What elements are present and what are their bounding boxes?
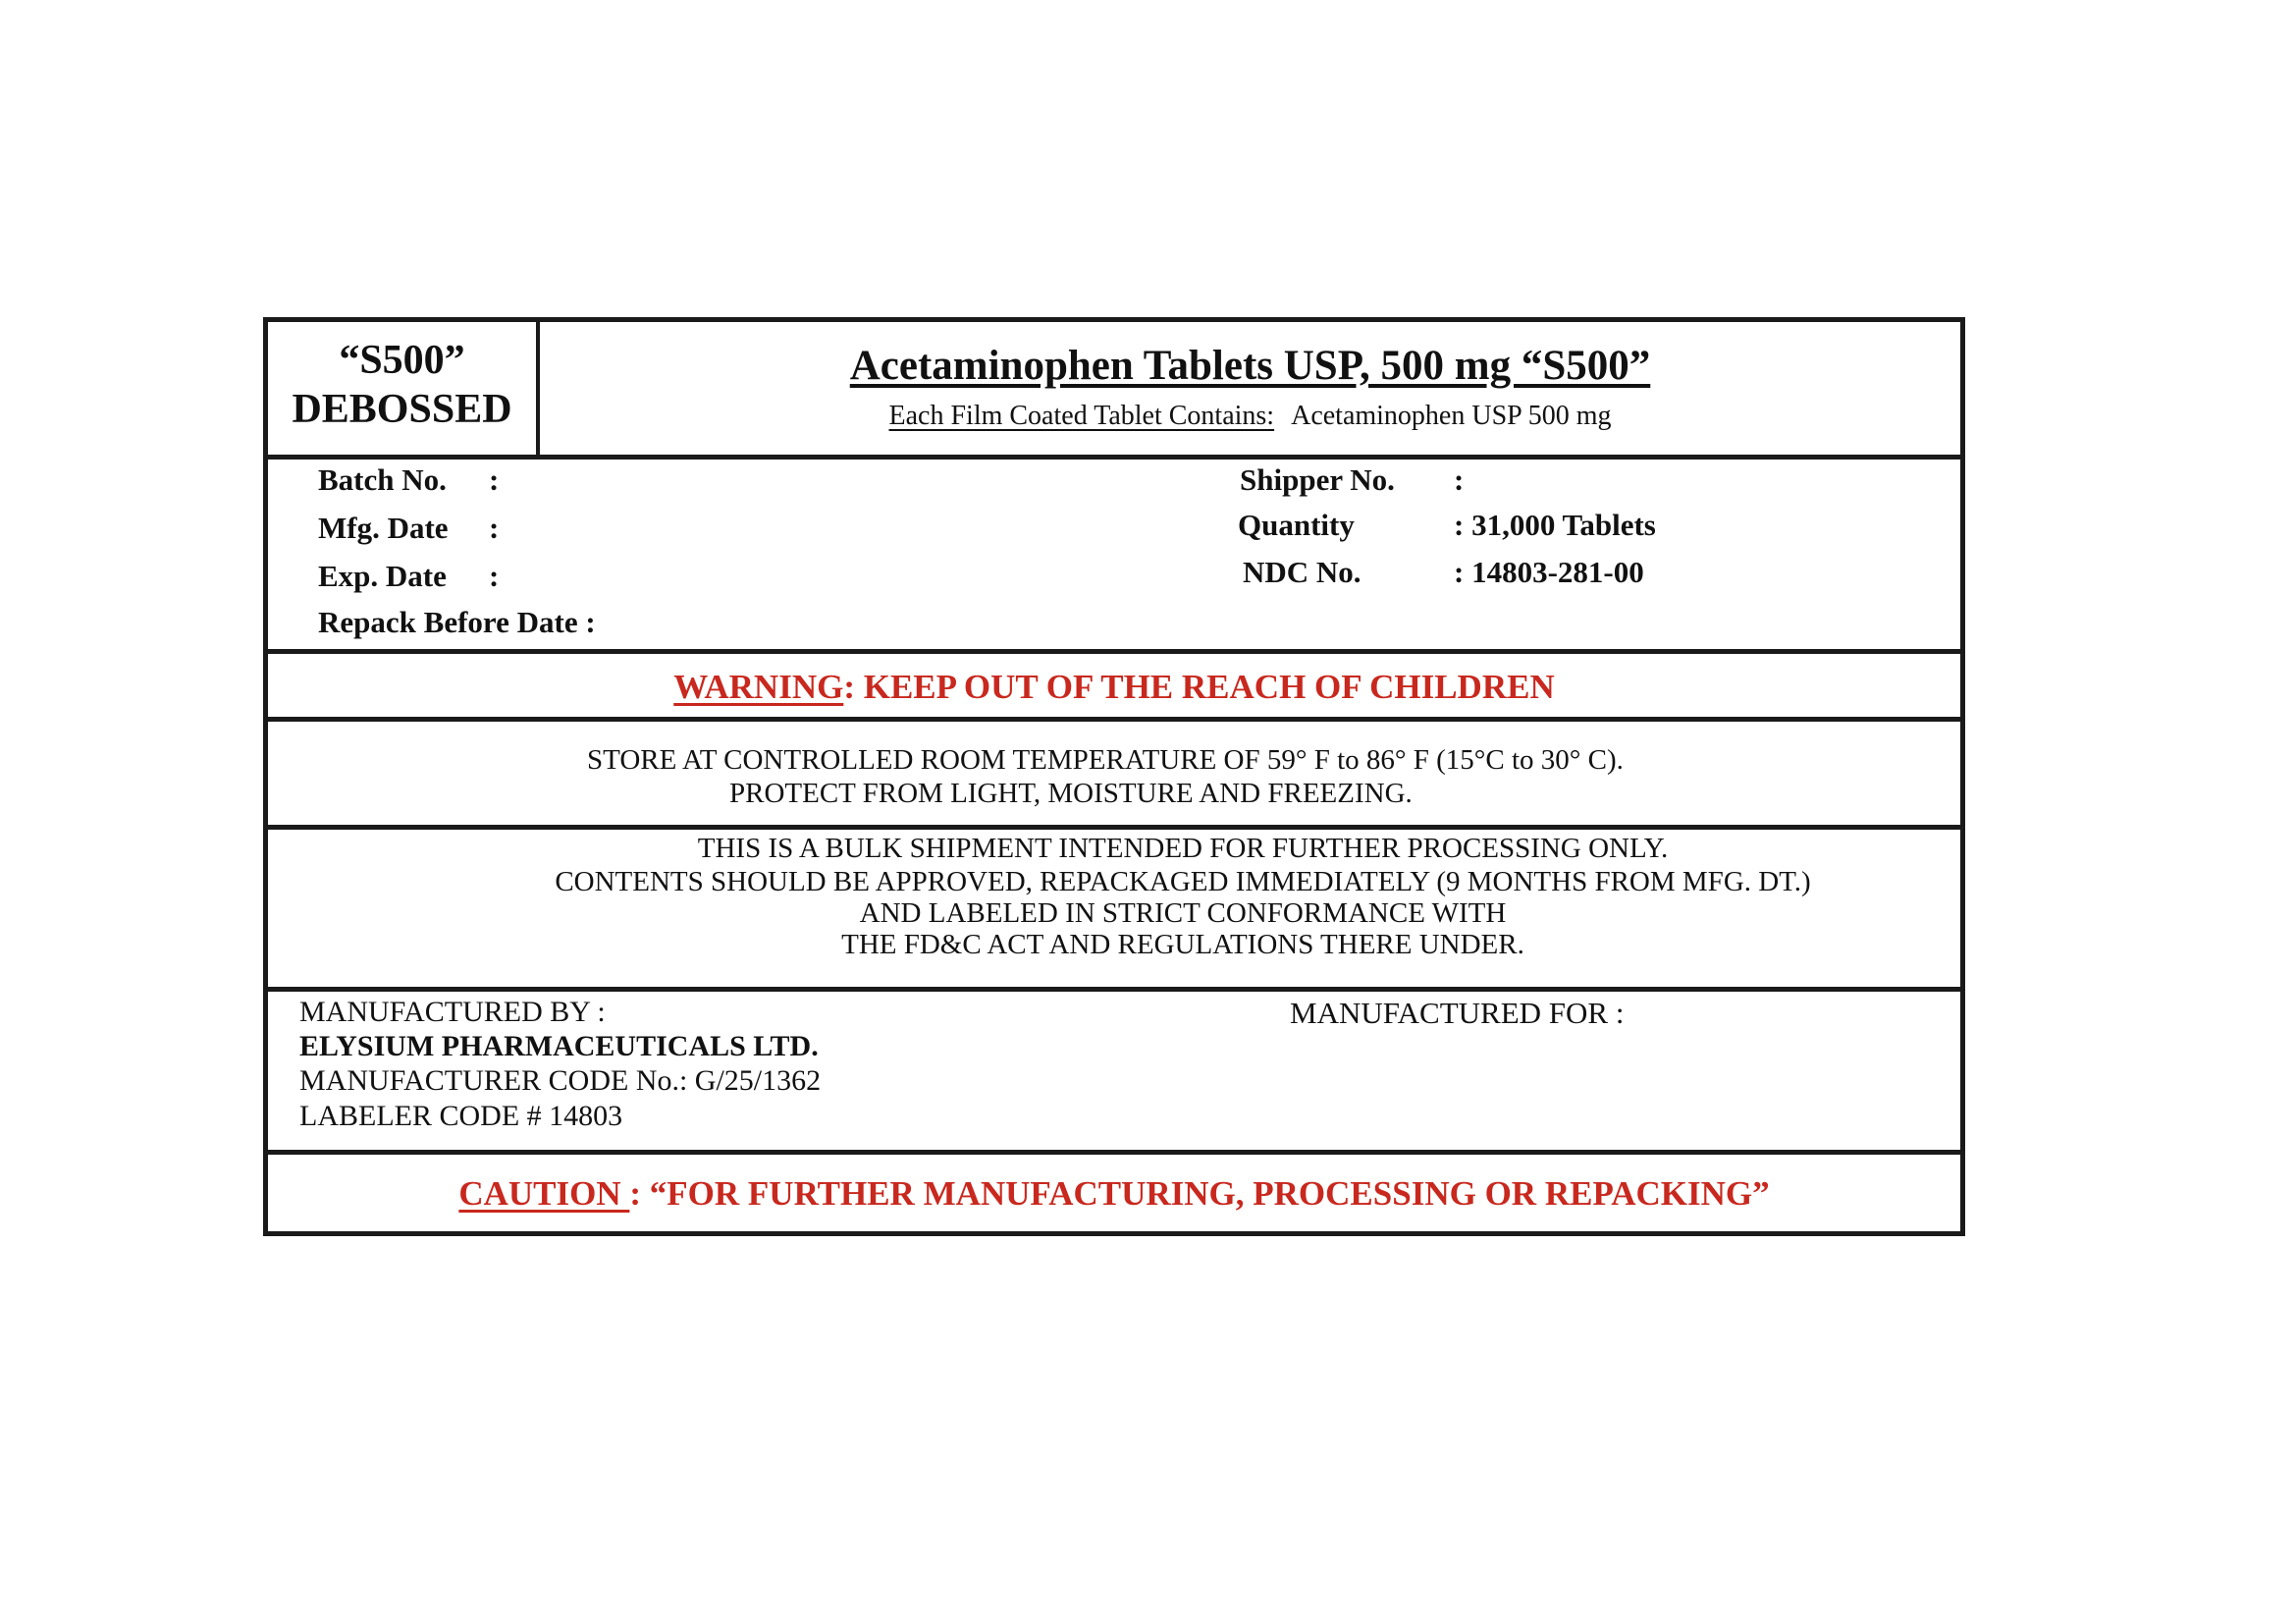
batch-sep: : [489, 462, 500, 497]
labeler-code: LABELER CODE # 14803 [299, 1100, 623, 1132]
quantity-value: : 31,000 Tablets [1454, 508, 1656, 542]
caution-label: CAUTION [458, 1174, 630, 1213]
bulk-line-2: CONTENTS SHOULD BE APPROVED, REPACKAGED IMMEDIATELY (9 MONTHS FROM MFG. DT.) [555, 866, 1811, 897]
divider-2 [268, 649, 1960, 654]
divider-1 [268, 455, 1960, 460]
manufactured-by-label: MANUFACTURED BY : [299, 996, 606, 1028]
caution-text: : “FOR FURTHER MANUFACTURING, PROCESSING OR REPACKING” [629, 1174, 1770, 1213]
exp-date-sep: : [489, 559, 500, 593]
debossed-text: DEBOSSED [292, 387, 512, 432]
mfg-date-sep: : [489, 511, 500, 545]
warning-line [268, 668, 1960, 707]
divider-4 [268, 825, 1960, 830]
shipper-value: : [1454, 462, 1465, 497]
divider-6 [268, 1150, 1960, 1155]
caution-line [268, 1174, 1960, 1214]
repack-before-date-label: Repack Before Date : [318, 605, 596, 639]
composition-line [540, 401, 1960, 432]
composition-value: Acetaminophen USP 500 mg [1291, 401, 1612, 431]
manufactured-for-label: MANUFACTURED FOR : [1290, 996, 1625, 1030]
ndc-value: : 14803-281-00 [1454, 555, 1644, 589]
shipper-label: Shipper No. [1240, 462, 1395, 497]
mfg-date-label: Mfg. Date [318, 511, 449, 545]
ndc-label: NDC No. [1243, 555, 1362, 589]
divider-5 [268, 987, 1960, 992]
divider-3 [268, 717, 1960, 722]
exp-date-label: Exp. Date [318, 559, 447, 593]
bulk-line-4: THE FD&C ACT AND REGULATIONS THERE UNDER. [841, 929, 1524, 960]
warning-label: WARNING [673, 668, 844, 706]
bulk-shipment-label [263, 317, 1965, 1236]
composition-label: Each Film Coated Tablet Contains: [888, 401, 1275, 431]
manufacturer-name: ELYSIUM PHARMACEUTICALS LTD. [299, 1030, 819, 1062]
batch-label: Batch No. [318, 462, 447, 497]
storage-line-1: STORE AT CONTROLLED ROOM TEMPERATURE OF 59° F to 86° F (15°C to 30° C). [587, 744, 1624, 776]
storage-line-2: PROTECT FROM LIGHT, MOISTURE AND FREEZING. [729, 778, 1413, 809]
debossed-code: “S500” [339, 338, 465, 383]
product-title: Acetaminophen Tablets USP, 500 mg “S500” [849, 343, 1651, 389]
bulk-line-1: THIS IS A BULK SHIPMENT INTENDED FOR FURTHER PROCESSING ONLY. [697, 833, 1669, 864]
bulk-line-3: AND LABELED IN STRICT CONFORMANCE WITH [859, 897, 1507, 929]
warning-text: : KEEP OUT OF THE REACH OF CHILDREN [843, 668, 1555, 706]
debossed-marking [268, 338, 536, 432]
quantity-label: Quantity [1238, 508, 1355, 542]
manufacturer-code: MANUFACTURER CODE No.: G/25/1362 [299, 1064, 822, 1097]
